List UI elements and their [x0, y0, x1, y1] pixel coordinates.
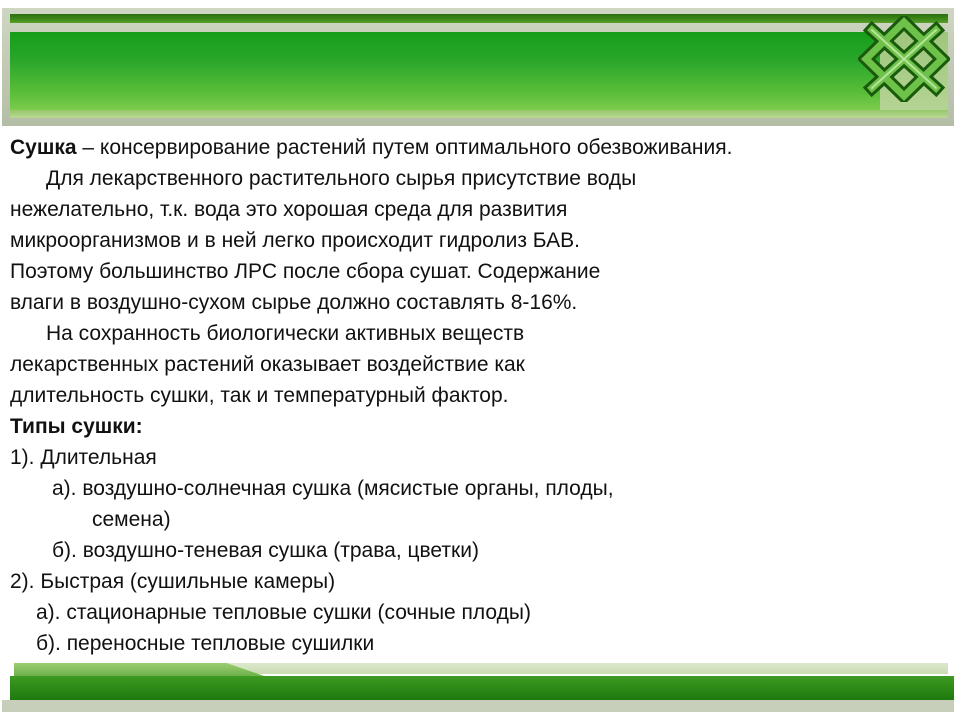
- types-heading: Типы сушки:: [10, 415, 143, 438]
- definition-term: Сушка: [10, 136, 77, 159]
- definition-line: [10, 132, 940, 163]
- interlaced-knot-logo-icon: [858, 16, 950, 102]
- type-1-item-b: б). воздушно-теневая сушка (трава, цветки): [52, 539, 479, 562]
- footer-notch: [14, 663, 264, 676]
- paragraph-1-line: нежелательно, т.к. вода это хорошая среда для развития: [10, 198, 568, 221]
- definition-text: – консервирование растений путем оптимального обезвоживания.: [76, 136, 733, 159]
- paragraph-1-line: влаги в воздушно-сухом сырье должно составлять 8-16%.: [10, 291, 578, 314]
- paragraph-1-line: Поэтому большинство ЛРС после сбора сушат. Содержание: [10, 260, 601, 283]
- footer-banner: [10, 676, 954, 700]
- type-2-item-a: а). стационарные тепловые сушки (сочные плоды): [36, 601, 531, 624]
- paragraph-2-line: На сохранность биологически активных веществ: [46, 322, 525, 345]
- header-light-stripe: [10, 110, 948, 118]
- paragraph-2-line: длительность сушки, так и температурный фактор.: [10, 384, 509, 407]
- type-2-item-b: б). переносные тепловые сушилки: [36, 632, 375, 655]
- paragraph-1-line: микроорганизмов и в ней легко происходит гидролиз БАВ.: [10, 229, 580, 252]
- type-2-label: 2). Быстрая (сушильные камеры): [10, 570, 336, 593]
- paragraph-1-line: Для лекарственного растительного сырья присутствие воды: [46, 167, 637, 190]
- paragraph-2-line: лекарственных растений оказывает воздействие как: [10, 353, 525, 376]
- type-1-item-a-continuation: семена): [92, 508, 171, 531]
- footer-frame: [2, 700, 954, 712]
- type-1-item-a: а). воздушно-солнечная сушка (мясистые органы, плоды,: [52, 477, 614, 500]
- slide-body: [10, 132, 940, 659]
- type-1-label: 1). Длительная: [10, 446, 157, 469]
- header-dark-stripe: [10, 14, 948, 23]
- header-banner: [10, 32, 880, 110]
